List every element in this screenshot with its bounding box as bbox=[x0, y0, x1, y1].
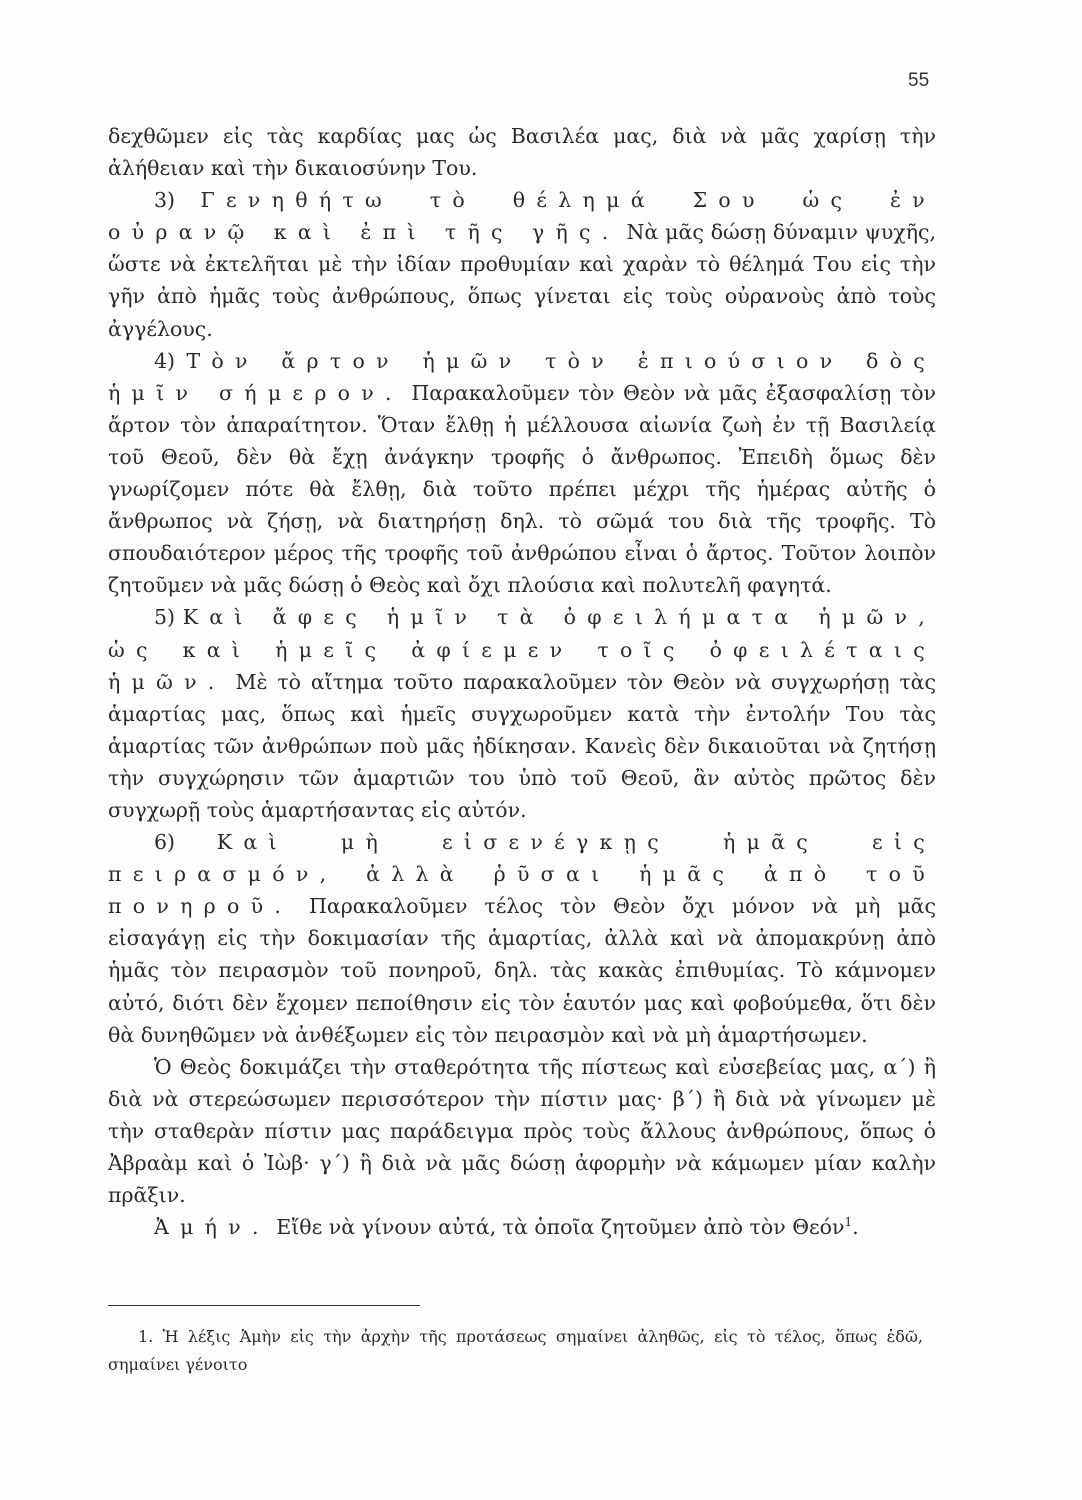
footnote-divider bbox=[108, 1305, 420, 1306]
footnote-marker: 1 bbox=[844, 1215, 853, 1230]
paragraph bbox=[108, 184, 936, 344]
paragraph-text: 6) bbox=[154, 830, 217, 855]
page-number: 55 bbox=[908, 70, 930, 91]
paragraph bbox=[108, 1051, 936, 1211]
body-text bbox=[108, 120, 936, 1243]
paragraph-text: Νὰ μᾶς δώσῃ δύναμιν ψυχῆς, ὥστε νὰ ἐκτελῆται μὲ τὴν ἰδίαν προθυμίαν καὶ χαρὰν τὸ θέλημά Του εἰς τὴν γῆν ἀπὸ ἡμᾶς τοὺς ἀνθρώπους, ὅπως γίνεται εἰς τοὺς οὐρανοὺς ἀπὸ τοὺς ἀγγέλους. bbox=[108, 220, 936, 341]
prayer-petition-text: Καὶ ἄφες ἡμῖν τὰ ὀφειλήματα ἡμῶν, ὡς καὶ ἡμεῖς ἀφίεμεν τοῖς ὀφειλέταις ἡμῶν. bbox=[108, 605, 936, 694]
paragraph-text: Ὁ Θεὸς δοκιμάζει τὴν σταθερότητα τῆς πίστεως καὶ εὐσεβείας μας, α΄) ἢ διὰ νὰ στερεώσωμεν περισσότερον τὴν πίστιν μας· β΄) ἢ διὰ νὰ γίνωμεν μὲ τὴν σταθερὰν πίστιν μας παράδειγμα πρὸς τοὺς ἄλλους ἀνθρώπους, ὅπως ὁ Ἀβραὰμ καὶ ὁ Ἰὼβ· γ΄) ἢ διὰ νὰ μᾶς δώσῃ ἀφορμὴν νὰ κάμωμεν μίαν καλὴν πρᾶξιν. bbox=[108, 1054, 936, 1208]
paragraph bbox=[108, 826, 936, 1051]
prayer-petition-text: Καὶ μὴ εἰσενέγκῃς ἡμᾶς εἰς πειρασμόν, ἀλλὰ ῥῦσαι ἡμᾶς ἀπὸ τοῦ πονηροῦ. bbox=[108, 830, 936, 919]
prayer-petition-text: Γενηθήτω τὸ θέλημά Σου ὡς ἐν οὐρανῷ καὶ ἐπὶ τῆς γῆς. bbox=[108, 188, 936, 245]
paragraph bbox=[108, 601, 936, 826]
paragraph bbox=[108, 345, 936, 602]
prayer-petition-text: Ἀμήν. bbox=[154, 1215, 270, 1240]
paragraph-text: Παρακαλοῦμεν τέλος τὸν Θεὸν ὄχι μόνον νὰ μὴ μᾶς εἰσαγάγῃ εἰς τὴν δοκιμασίαν τῆς ἁμαρτίας, ἀλλὰ καὶ νὰ ἀπομακρύνῃ ἀπὸ ἡμᾶς τὸν πειρασμὸν τοῦ πονηροῦ, δηλ. τὰς κακὰς ἐπιθυμίας. Τὸ κάμνομεν αὐτό, διότι δὲν ἔχομεν πεποίθησιν εἰς τὸν ἑαυτόν μας καὶ φοβούμεθα, ὅτι δὲν θὰ δυνηθῶμεν νὰ ἀνθέξωμεν εἰς τὸν πειρασμὸν καὶ νὰ μὴ ἁμαρτήσωμεν. bbox=[108, 894, 936, 1047]
paragraph-text: Μὲ τὸ αἴτημα τοῦτο παρακαλοῦμεν τὸν Θεὸν νὰ συγχωρήσῃ τὰς ἁμαρτίας μας, ὅπως καὶ ἡμεῖς συγχωροῦμεν κατὰ τὴν ἐντολήν Του τὰς ἁμαρτίας τῶν ἀνθρώπων ποὺ μᾶς ἠδίκησαν. Κανεὶς δὲν δικαιοῦται νὰ ζητήσῃ τὴν συγχώρησιν τῶν ἁμαρτιῶν του ὑπὸ τοῦ Θεοῦ, ἂν αὐτὸς πρῶτος δὲν συγχωρῇ τοὺς ἁμαρτήσαντας εἰς αὐτόν. bbox=[108, 669, 936, 822]
paragraph-text: δεχθῶμεν εἰς τὰς καρδίας μας ὡς Βασιλέα μας, διὰ νὰ μᾶς χαρίσῃ τὴν ἀλήθειαν καὶ τὴν δικαιοσύνην Του. bbox=[108, 124, 936, 181]
paragraph-text: Παρακαλοῦμεν τὸν Θεὸν νὰ μᾶς ἐξασφαλίσῃ τὸν ἄρτον τὸν ἀπαραίτητον. Ὅταν ἔλθῃ ἡ μέλλουσα αἰωνία ζωὴ ἐν τῇ Βασιλείᾳ τοῦ Θεοῦ, δὲν θὰ ἔχῃ ἀνάγκην τροφῆς ὁ ἄνθρωπος. Ἐπειδὴ ὅμως δὲν γνωρίζομεν πότε θὰ ἔλθῃ, διὰ τοῦτο πρέπει μέχρι τῆς ἡμέρας αὐτῆς ὁ ἄνθρωπος νὰ ζήσῃ, νὰ διατηρήσῃ δηλ. τὸ σῶμά του διὰ τῆς τροφῆς. Τὸ σπουδαιότερον μέρος τῆς τροφῆς τοῦ ἀνθρώπου εἶναι ὁ ἄρτος. Τοῦτον λοιπὸν ζητοῦμεν νὰ μᾶς δώσῃ ὁ Θεὸς καὶ ὄχι πλούσια καὶ πολυτελῆ φαγητά. bbox=[108, 380, 936, 598]
paragraph-text: 3) bbox=[154, 188, 201, 213]
paragraph-text: Εἴθε νὰ γίνουν αὐτά, τὰ ὁποῖα ζητοῦμεν ἀπὸ τὸν Θεόν bbox=[269, 1215, 845, 1240]
paragraph bbox=[108, 1211, 936, 1243]
footnote bbox=[108, 1323, 923, 1379]
paragraph-text: 5) bbox=[154, 605, 183, 630]
paragraph bbox=[108, 120, 936, 184]
footnote-text: 1. Ἡ λέξις Ἀμὴν εἰς τὴν ἀρχὴν τῆς προτάσεως σημαίνει ἀληθῶς, εἰς τὸ τέλος, ὅπως ἐδῶ, σημαίνει γένοιτο bbox=[108, 1327, 923, 1374]
paragraph-text: 4) bbox=[154, 348, 187, 373]
prayer-petition-text: Τὸν ἄρτον ἡμῶν τὸν ἐπιούσιον δὸς ἡμῖν σήμερον. bbox=[108, 348, 936, 405]
paragraph-text: . bbox=[852, 1215, 859, 1240]
